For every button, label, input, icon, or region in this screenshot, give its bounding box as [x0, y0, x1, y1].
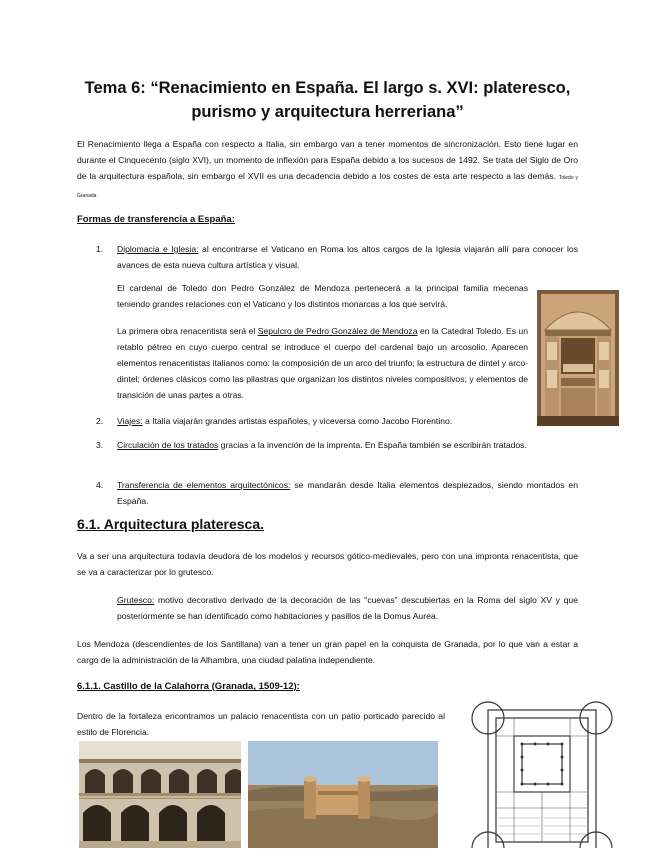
castle-photo — [248, 741, 438, 848]
patio-photo — [79, 741, 241, 848]
list-item-term: Viajes: — [117, 416, 143, 426]
intro-text: El Renacimiento llega a España con respecto a Italia, sin embargo van a tener momentos de sincronización. Esto tiene lugar en durante el Cinquecento (siglo XVI), un momento de inflexión para España debido a los sucesos de 1492. Se trata del Siglo de Oro de la arquitectura española, sin embargo el XVII es una decadencia debido a los costes de esta arte respecto a las demás. — [77, 139, 578, 181]
list-number: 4. — [96, 480, 104, 490]
list-number: 2. — [96, 416, 104, 426]
mendoza-paragraph: Los Mendoza (descendientes de los Santillana) van a tener un gran papel en la conquista de Granada, por lo que van a estar a cargo de la administración de la Alhambra, una ciudad palatina independiente. — [77, 639, 578, 665]
list-item-term: Transferencia de elementos arquitectónicos: — [117, 480, 291, 490]
section-heading-6-1-1: 6.1.1. Castillo de la Calahorra (Granada, 1509-12): — [77, 681, 300, 692]
plateresca-paragraph: Va a ser una arquitectura todavía deudora de los modelos y recursos gótico-medievales, pero con una impronta renacentista, que se va a caracterizar por lo grutesco. — [77, 551, 578, 577]
sepulcro-photo — [537, 290, 619, 426]
intro-paragraph — [77, 136, 578, 204]
list-item-text: a Italia viajarán grandes artistas españoles, y viceversa como Jacobo Florentino. — [142, 416, 453, 426]
list-number: 3. — [96, 440, 104, 450]
list-item — [117, 477, 578, 509]
list-item — [117, 437, 578, 453]
list-item-text: al encontrarse el Vaticano en Roma los altos cargos de la Iglesia viajarán allí para conocer los avances de esta nueva cultura artística y visual. — [117, 244, 578, 270]
list-item-text: se mandarán desde Italia elementos despiezados, siendo montados en España. — [117, 480, 578, 506]
grutesco-term: Grutesco: — [117, 595, 155, 605]
list-item-term: Diplomacia e Iglesia: — [117, 244, 199, 254]
page-title — [60, 76, 595, 124]
cardenal-paragraph: El cardenal de Toledo don Pedro González de Mendoza pertenecerá a la principal familia mecenas teniendo grandes relaciones con el Vaticano y los distintos monarcas a los que servirá. — [117, 283, 528, 309]
list-item — [117, 413, 528, 429]
sepulcro-paragraph: La primera obra renacentista será el Sepulcro de Pedro González de Mendoza en la Catedral Toledo. Es un retablo pétreo en cuyo cuerpo central se introduce el cuerpo del cardenal bajo un arcosolio. Aparecen elementos renacentistas italianos como: la composición de un arco del triunfo; la estructura de dintel y arco-dintel; órdenes clásicos como las pilastras que organizan los distintos niveles compositivos; y elementos de transición de unas partes a otras. — [117, 326, 528, 400]
list-item — [117, 241, 578, 273]
castle-floor-plan — [468, 698, 616, 848]
sepulcro-link-text: Sepulcro de Pedro González de Mendoza — [257, 326, 418, 336]
intro-note: Toledo y Granada — [77, 175, 579, 199]
grutesco-paragraph: Grutesco: motivo decorativo derivado de la decoración de las "cuevas" descubiertas en la Roma del siglo XV y que posteriormente se han identificado como habitaciones y pasillos de la Domus Aurea. — [117, 595, 578, 621]
list-item-term: Circulación de los tratados — [117, 440, 219, 450]
section-heading-formas: Formas de transferencia a España: — [77, 214, 235, 225]
section-heading-6-1: 6.1. Arquitectura plateresca. — [77, 516, 265, 532]
title-line-2: purismo y arquitectura herreriana” — [191, 103, 464, 121]
list-number: 1. — [96, 244, 104, 254]
list-item-text: gracias a la invención de la imprenta. En España también se escribirán tratados. — [218, 440, 527, 450]
calahorra-paragraph: Dentro de la fortaleza encontramos un palacio renacentista con un patio porticado parecido al estilo de Florencia. — [77, 711, 445, 737]
title-line-1: Tema 6: “Renacimiento en España. El largo s. XVI: plateresco, — [84, 79, 571, 97]
